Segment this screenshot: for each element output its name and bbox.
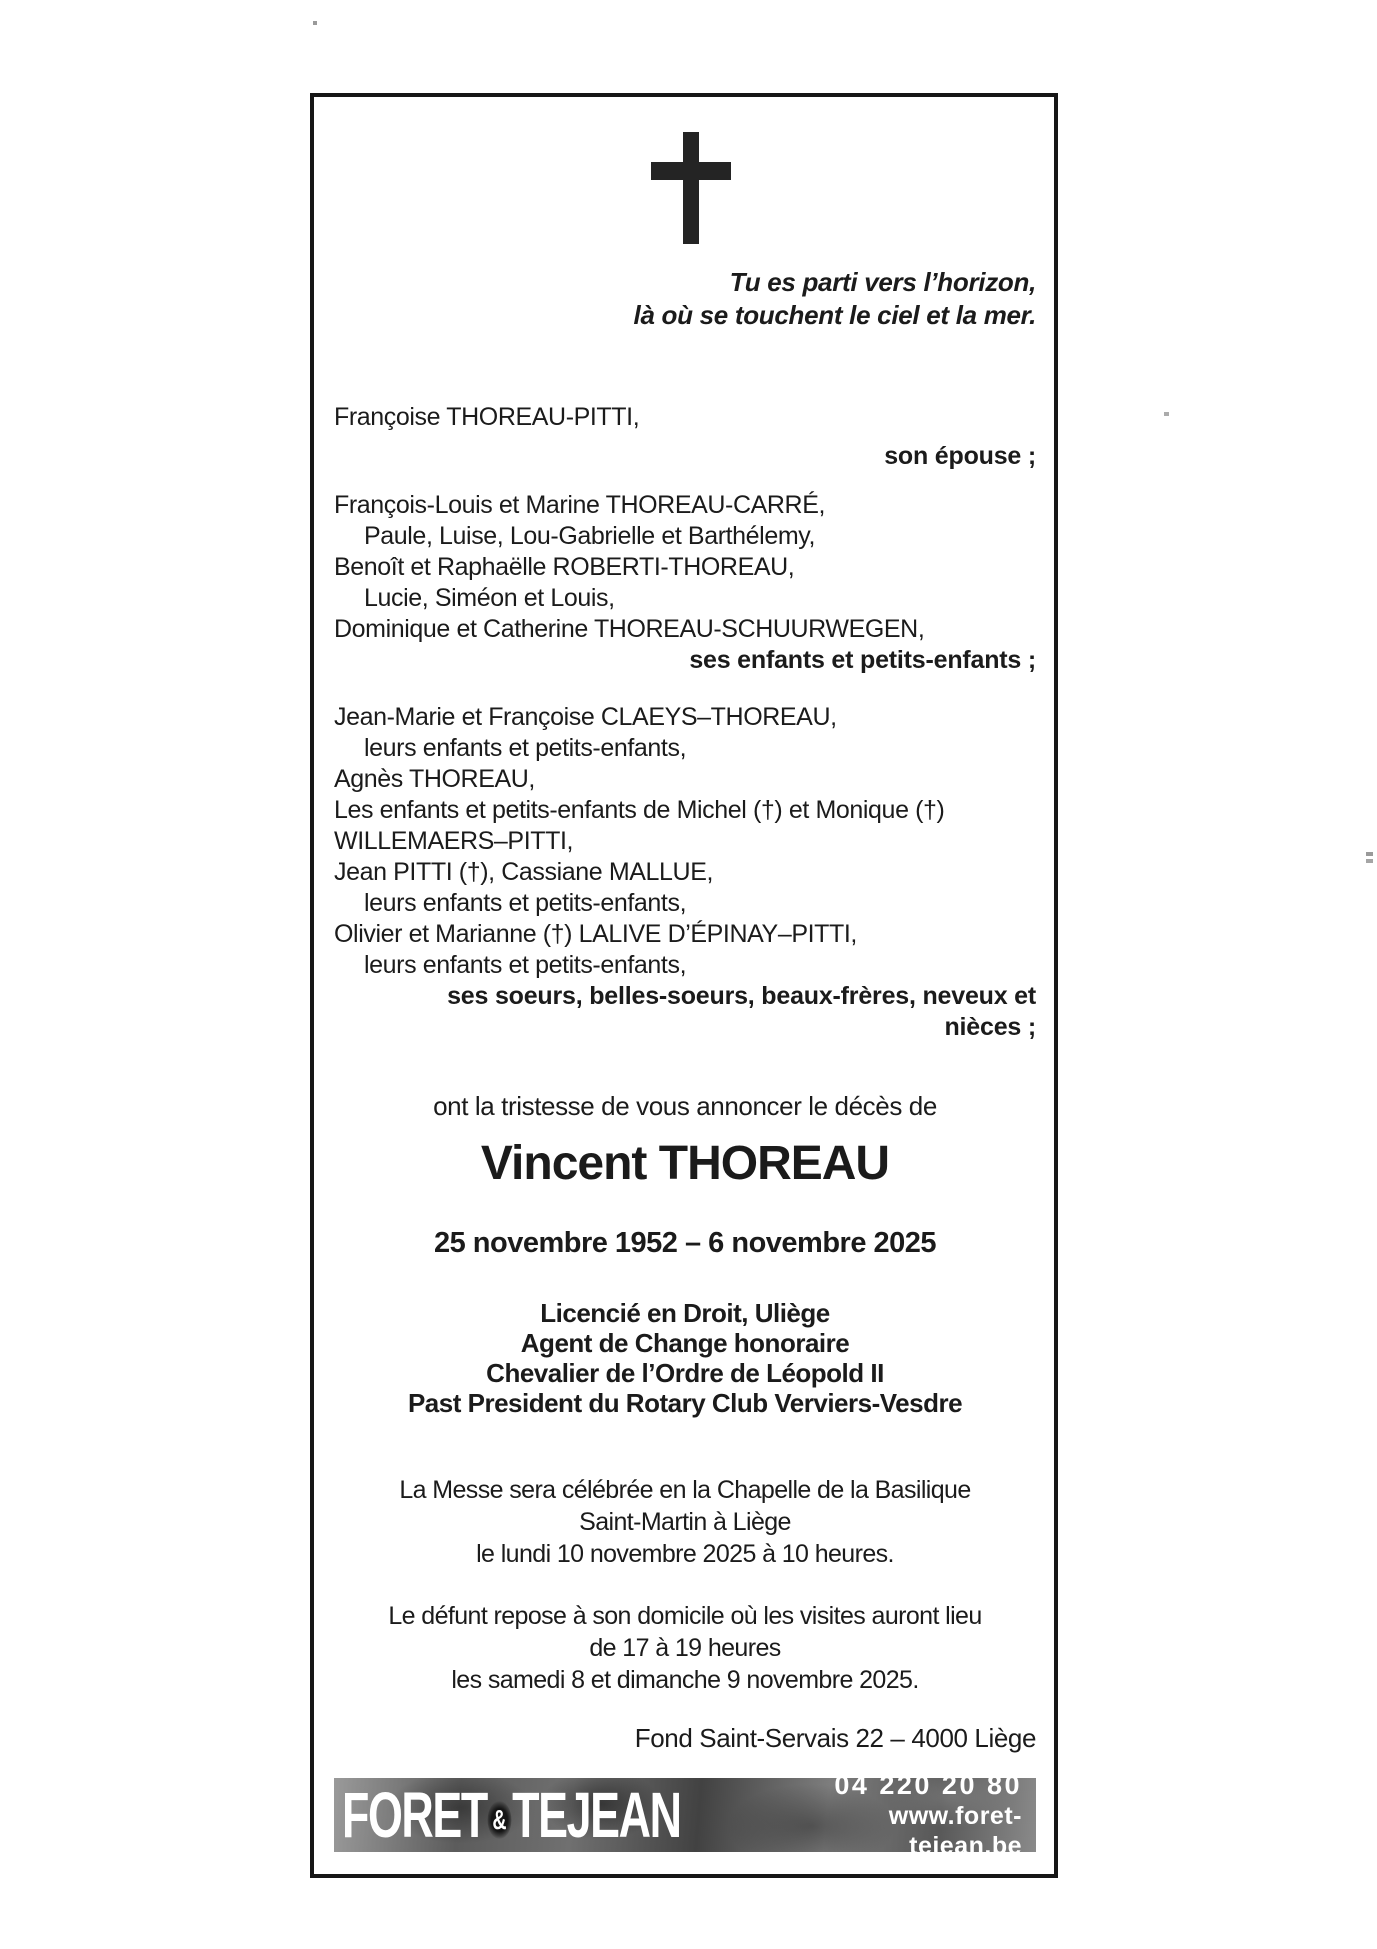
funeral-home-contact bbox=[826, 1769, 1022, 1861]
children-section bbox=[334, 490, 1036, 676]
extended-role: ses soeurs, belles-soeurs, beaux-frères, neveux et bbox=[447, 982, 1036, 1010]
funeral-home-name-right: TEJEAN bbox=[512, 1779, 681, 1851]
announcement-text: ont la tristesse de vous annoncer le décès de bbox=[433, 1091, 937, 1121]
title-line: Chevalier de l’Ordre de Léopold II bbox=[486, 1358, 884, 1388]
epigraph-line: Tu es parti vers l’horizon, bbox=[729, 267, 1036, 297]
deceased-name: Vincent THOREAU bbox=[480, 1137, 890, 1190]
family-line: Françoise THOREAU-PITTI, bbox=[334, 403, 640, 431]
family-line: Les enfants et petits-enfants de Michel (†) et Monique (†) bbox=[334, 796, 945, 824]
ceremony-line: Saint-Martin à Liège bbox=[579, 1508, 791, 1536]
scan-speck bbox=[1366, 852, 1373, 856]
visitation-line: Le défunt repose à son domicile où les visites auront lieu bbox=[388, 1602, 982, 1630]
titles-section bbox=[334, 1298, 1036, 1418]
family-line: Benoît et Raphaëlle ROBERTI-THOREAU, bbox=[334, 553, 795, 581]
ceremony-line: le lundi 10 novembre 2025 à 10 heures. bbox=[476, 1540, 894, 1568]
epigraph bbox=[334, 266, 1036, 332]
family-line: Dominique et Catherine THOREAU-SCHUURWEGEN, bbox=[334, 615, 925, 643]
family-line: François-Louis et Marine THOREAU-CARRÉ, bbox=[334, 491, 826, 519]
visitation-line: de 17 à 19 heures bbox=[589, 1634, 781, 1662]
obituary-card bbox=[310, 93, 1058, 1878]
visitation-section bbox=[334, 1600, 1036, 1696]
home-address: Fond Saint-Servais 22 – 4000 Liège bbox=[634, 1723, 1036, 1753]
family-line: Jean-Marie et Françoise CLAEYS–THOREAU, bbox=[334, 703, 837, 731]
cross-icon bbox=[651, 132, 731, 244]
ceremony-section bbox=[334, 1474, 1036, 1570]
funeral-home-name-left: FORET bbox=[342, 1779, 487, 1851]
extended-family-section bbox=[334, 702, 1036, 1043]
scan-speck bbox=[1164, 412, 1169, 416]
family-line: leurs enfants et petits-enfants, bbox=[364, 889, 687, 917]
funeral-home-logo bbox=[334, 1769, 1036, 1861]
children-role: ses enfants et petits-enfants ; bbox=[689, 646, 1036, 674]
family-line: leurs enfants et petits-enfants, bbox=[364, 734, 687, 762]
ampersand-icon: & bbox=[488, 1801, 512, 1839]
family-line: leurs enfants et petits-enfants, bbox=[364, 951, 687, 979]
family-line: Olivier et Marianne (†) LALIVE D’ÉPINAY–PITTI, bbox=[334, 920, 857, 948]
funeral-home-name bbox=[342, 1778, 681, 1852]
scan-speck bbox=[313, 21, 317, 25]
family-line: Lucie, Siméon et Louis, bbox=[364, 584, 615, 612]
title-line: Licencié en Droit, Uliège bbox=[540, 1298, 830, 1328]
family-line: Jean PITTI (†), Cassiane MALLUE, bbox=[334, 858, 714, 886]
family-line: WILLEMAERS–PITTI, bbox=[334, 827, 574, 855]
funeral-home-phone: 04 220 20 80 bbox=[834, 1769, 1022, 1800]
title-line: Agent de Change honoraire bbox=[520, 1328, 850, 1358]
funeral-home-website: www.foret-tejean.be bbox=[888, 1802, 1022, 1861]
extended-role: nièces ; bbox=[944, 1013, 1036, 1041]
ceremony-line: La Messe sera célébrée en la Chapelle de la Basilique bbox=[399, 1476, 971, 1504]
life-dates: 25 novembre 1952 – 6 novembre 2025 bbox=[433, 1227, 937, 1259]
epigraph-line: là où se touchent le ciel et la mer. bbox=[633, 300, 1036, 330]
family-line: Paule, Luise, Lou-Gabrielle et Barthélemy, bbox=[364, 522, 816, 550]
family-line: Agnès THOREAU, bbox=[334, 765, 535, 793]
spouse-section bbox=[334, 402, 1036, 472]
spouse-role: son épouse ; bbox=[884, 442, 1036, 470]
visitation-line: les samedi 8 et dimanche 9 novembre 2025. bbox=[451, 1666, 919, 1694]
title-line: Past President du Rotary Club Verviers-Vesdre bbox=[407, 1388, 963, 1418]
